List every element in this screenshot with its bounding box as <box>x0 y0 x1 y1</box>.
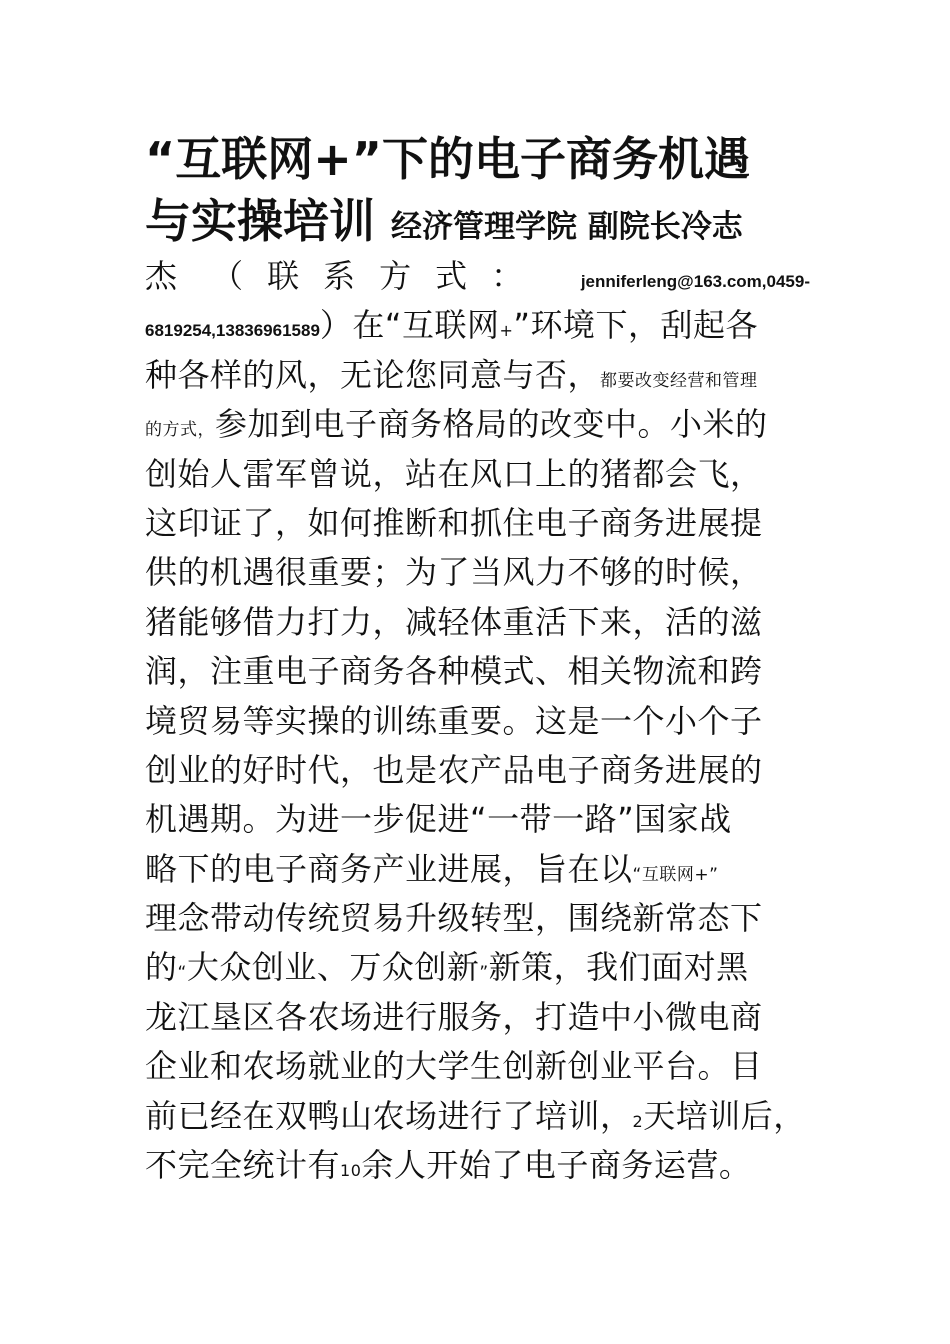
body-text: 大众创业、万众创新 <box>186 948 480 987</box>
title-line-1: “互联网+”下的电子商务机遇 <box>145 132 751 186</box>
body-line-9: 供的机遇很重要；为了当风力不够的时候， <box>145 553 763 592</box>
body-line-11: 润，注重电子商务各种模式、相关物流和跨 <box>145 652 763 691</box>
contact-phones: 6819254,13836961589 <box>145 321 320 341</box>
body-text: 余人开始了电子商务运营。 <box>361 1146 752 1185</box>
body-text-small: 2 <box>632 1111 644 1131</box>
body-text-small: 都要改变经营和管理 <box>600 370 758 391</box>
body-line-12: 境贸易等实操的训练重要。这是一个小个子 <box>145 701 763 740</box>
body-line-6 <box>145 400 810 449</box>
body-text: ）在“互联网 <box>319 306 500 345</box>
body-text-small: “ <box>177 963 187 984</box>
body-text: 新策，我们面对黑 <box>488 948 749 987</box>
body-text: 的 <box>145 948 178 987</box>
body-line-20 <box>145 1092 810 1141</box>
contact-line <box>145 252 810 301</box>
body-text: 略下的电子商务产业进展，旨在以 <box>145 849 633 888</box>
body-text: 天培训后， <box>643 1096 806 1135</box>
document-page <box>145 128 810 1190</box>
body-line-5 <box>145 351 810 400</box>
body-text: ”环境下，刮起各 <box>513 306 758 345</box>
body-line-10: 猪能够借力打力，减轻体重活下来，活的滋 <box>145 602 763 641</box>
body-line-16: 理念带动传统贸易升级转型，围绕新常态下 <box>145 899 763 938</box>
body-text-small: 10 <box>340 1161 362 1181</box>
body-text: 参加到电子商务格局的改变中。小米的 <box>215 405 768 444</box>
body-line-4 <box>145 301 810 350</box>
body-text-small: ” <box>479 963 489 984</box>
author-name-end: 杰 <box>145 257 178 295</box>
body-line-17 <box>145 943 810 992</box>
body-line-15 <box>145 845 810 894</box>
body-line-8: 这印证了，如何推断和抓住电子商务进展提 <box>145 503 763 542</box>
body-text: 前已经在双鸭山农场进行了培训， <box>145 1096 633 1135</box>
body-line-19: 企业和农场就业的大学生创新创业平台。目 <box>145 1047 763 1086</box>
body-line-21 <box>145 1141 810 1190</box>
body-text: 不完全统计有 <box>145 1146 341 1185</box>
body-text-small: 的方式， <box>145 420 215 441</box>
body-line-13: 创业的好时代，也是农产品电子商务进展的 <box>145 750 763 789</box>
body-line-7: 创始人雷军曾说，站在风口上的猪都会飞， <box>145 454 763 493</box>
body-line-18: 龙江垦区各农场进行服务，打造中小微电商 <box>145 997 763 1036</box>
contact-email: jenniferleng@163.com,0459- <box>580 272 810 291</box>
body-text-small: + <box>499 321 514 341</box>
title-continuation: 与实操培训 <box>145 194 375 248</box>
title-line-2 <box>145 190 810 252</box>
body-text-small: “互联网+” <box>632 864 719 885</box>
body-line-14: 机遇期。为进一步促进“一带一路”国家战 <box>145 800 732 839</box>
contact-label: （联系方式： <box>211 257 548 295</box>
author-affiliation: 经济管理学院 副院长冷志 <box>391 209 743 245</box>
body-text: 种各样的风，无论您同意与否， <box>145 355 601 394</box>
